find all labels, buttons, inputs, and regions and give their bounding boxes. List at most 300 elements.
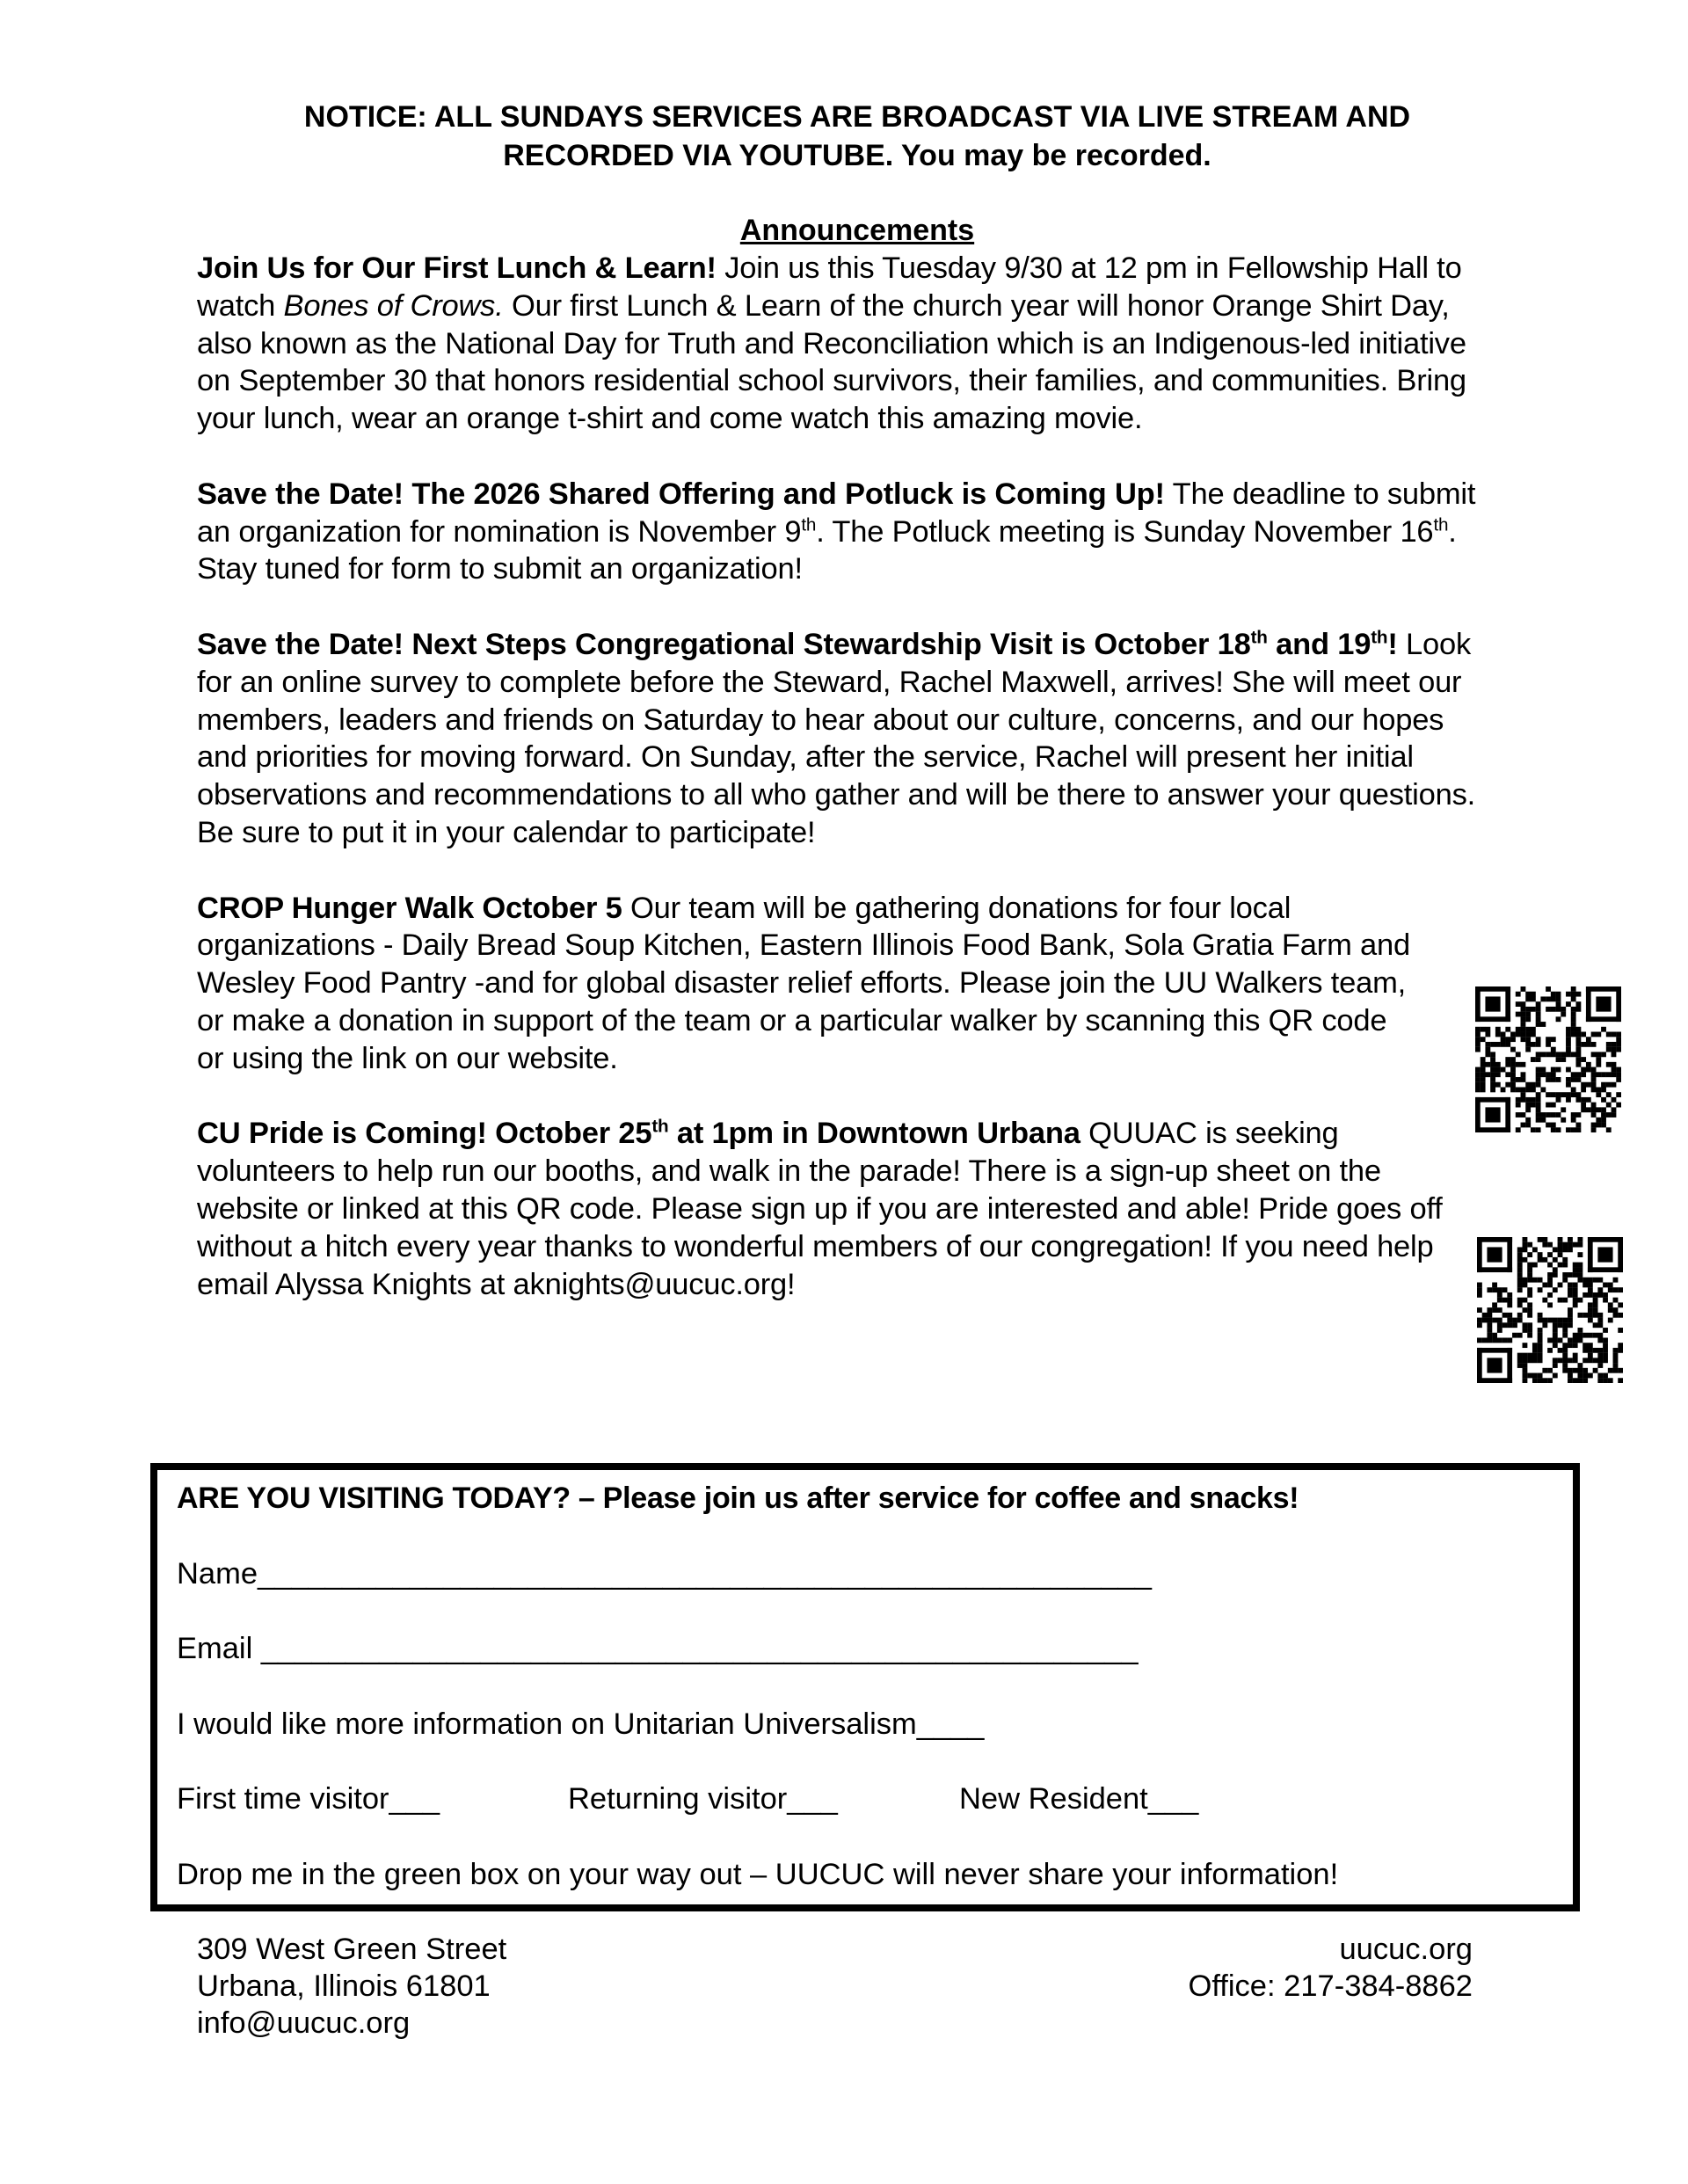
qr-module: [1521, 1072, 1526, 1077]
visitor-type-row: [177, 1781, 1553, 1816]
qr-module: [1510, 1047, 1516, 1052]
qr-module: [1527, 1272, 1532, 1278]
qr-module: [1505, 1072, 1510, 1077]
qr-module: [1601, 1072, 1606, 1077]
qr-module: [1568, 1237, 1573, 1242]
qr-module: [1597, 1358, 1603, 1363]
qr-module: [1547, 1283, 1553, 1288]
qr-module: [1495, 1067, 1501, 1073]
qr-module: [1603, 1337, 1608, 1343]
qr-module: [1531, 1103, 1536, 1108]
announcement-text: Bones of Crows.: [283, 288, 504, 323]
qr-module: [1517, 1318, 1523, 1323]
qr-module: [1612, 1032, 1617, 1037]
qr-module: [1532, 1343, 1538, 1348]
qr-module: [1532, 1278, 1538, 1283]
qr-module: [1536, 1097, 1541, 1103]
qr-module: [1507, 1298, 1512, 1303]
qr-module: [1546, 1042, 1551, 1047]
qr-module: [1517, 1363, 1523, 1368]
qr-module: [1566, 1027, 1571, 1032]
qr-module: [1495, 1062, 1501, 1067]
qr-module: [1531, 1097, 1536, 1103]
qr-module: [1571, 992, 1576, 997]
qr-module: [1477, 1307, 1482, 1313]
qr-module: [1538, 1237, 1543, 1242]
qr-module: [1593, 1302, 1598, 1307]
qr-module: [1591, 1087, 1597, 1092]
qr-module: [1608, 1368, 1613, 1373]
qr-module: [1475, 1016, 1510, 1022]
qr-module: [1551, 1037, 1556, 1042]
qr-module: [1551, 1047, 1556, 1052]
qr-module: [1577, 1237, 1582, 1242]
qr-module: [1553, 1358, 1558, 1363]
qr-module: [1507, 1237, 1512, 1272]
qr-module: [1525, 1107, 1531, 1112]
qr-module: [1561, 1092, 1566, 1097]
announcement-paragraph: [197, 250, 1485, 438]
qr-module: [1485, 1062, 1490, 1067]
qr-module: [1575, 1077, 1581, 1082]
qr-module: [1597, 1353, 1603, 1358]
qr-module: [1542, 1322, 1547, 1328]
qr-module: [1505, 1042, 1510, 1047]
qr-module: [1477, 1378, 1512, 1383]
qr-module: [1523, 1368, 1528, 1373]
qr-module: [1510, 1082, 1516, 1088]
qr-module: [1571, 1112, 1576, 1117]
qr-module: [1525, 1087, 1531, 1092]
footer-phone: Office: 217-384-8862: [1188, 1969, 1473, 2003]
qr-module: [1588, 1343, 1593, 1348]
qr-module: [1487, 1333, 1492, 1338]
qr-module: [1606, 1032, 1612, 1037]
qr-module: [1492, 1318, 1497, 1323]
qr-module: [1588, 1287, 1593, 1292]
qr-module: [1475, 1032, 1481, 1037]
qr-module: [1618, 1237, 1623, 1272]
qr-module: [1556, 1092, 1561, 1097]
qr-module: [1516, 1112, 1521, 1117]
qr-module: [1477, 1292, 1482, 1298]
qr-module: [1497, 1307, 1502, 1313]
qr-module: [1601, 1107, 1606, 1112]
qr-module: [1568, 1292, 1573, 1298]
qr-module: [1538, 1252, 1543, 1257]
qr-module: [1612, 1067, 1617, 1073]
qr-module: [1593, 1333, 1598, 1338]
qr-module: [1536, 1022, 1541, 1027]
qr-module: [1527, 1373, 1532, 1379]
qr-module: [1542, 1237, 1547, 1242]
announcement-text: th: [1433, 514, 1449, 535]
qr-module: [1562, 1257, 1568, 1263]
qr-module: [1553, 1267, 1558, 1272]
qr-module: [1566, 1097, 1571, 1103]
qr-module: [1613, 1313, 1619, 1318]
qr-module: [1497, 1337, 1502, 1343]
qr-module: [1568, 1247, 1573, 1252]
qr-module: [1502, 1337, 1508, 1343]
qr-module: [1521, 1001, 1526, 1007]
qr-module: [1516, 1062, 1521, 1067]
qr-module: [1531, 992, 1536, 997]
qr-module: [1497, 1318, 1502, 1323]
qr-module: [1521, 1092, 1526, 1097]
qr-module: [1475, 1087, 1481, 1092]
qr-module: [1538, 1287, 1543, 1292]
qr-module: [1521, 1097, 1526, 1103]
notice-line-1: NOTICE: ALL SUNDAYS SERVICES ARE BROADCAST VIA LIVE STREAM AND: [303, 100, 1411, 134]
footer-website[interactable]: uucuc.org: [1339, 1932, 1473, 1966]
qr-module: [1603, 1378, 1608, 1383]
qr-module: [1531, 996, 1536, 1001]
qr-module: [1527, 1322, 1532, 1328]
qr-module: [1608, 1318, 1613, 1323]
qr-module: [1501, 1037, 1506, 1042]
qr-module: [1538, 1348, 1543, 1353]
qr-module: [1597, 1278, 1603, 1283]
qr-module: [1596, 1032, 1601, 1037]
qr-module: [1536, 1012, 1541, 1017]
qr-module: [1517, 1287, 1523, 1292]
qr-module: [1581, 1057, 1586, 1062]
qr-module: [1558, 1283, 1563, 1288]
qr-code-icon: [1475, 986, 1621, 1132]
qr-module: [1593, 1358, 1598, 1363]
qr-module: [1495, 1072, 1501, 1077]
announcement-text: th: [651, 1116, 669, 1137]
qr-module: [1521, 1012, 1526, 1017]
announcement-text: Look for an online survey to complete before the Steward, Rachel Maxwell, arrives! She will meet our members, leaders and friends on Saturday to hear about our culture, concerns, and our hopes and priorities for moving forward. On Sunday, after the service, Rachel will present her initial observations and recommendations to all who gather and will be there to answer your questions. Be sure to put it in your calendar to participate!: [197, 627, 1476, 849]
qr-module: [1571, 1127, 1576, 1132]
qr-module: [1613, 1358, 1619, 1363]
qr-module: [1597, 1247, 1612, 1262]
qr-module: [1525, 1103, 1531, 1108]
qr-module: [1517, 1267, 1523, 1272]
qr-module: [1588, 1307, 1593, 1313]
qr-module: [1546, 1123, 1551, 1128]
announcement-text: QUUAC is seeking volunteers to help run our booths, and walk in the parade! There is a sign-up sheet on the website or linked at this QR code. Please sign up if you are interested and able! Pride goes off without a hitch every year thanks to wonderful members of our congregation! If you need help email Alyssa Knights at aknights@uucuc.org!: [197, 1117, 1443, 1301]
name-field[interactable]: Name_____________________________________________________: [177, 1556, 1152, 1591]
qr-module: [1573, 1263, 1578, 1268]
qr-module: [1536, 1001, 1541, 1007]
qr-module: [1538, 1373, 1543, 1379]
qr-module: [1568, 1368, 1573, 1373]
qr-module: [1551, 1103, 1556, 1108]
qr-module: [1582, 1368, 1588, 1373]
qr-module: [1581, 1042, 1586, 1047]
qr-module: [1523, 1278, 1528, 1283]
qr-module: [1562, 1322, 1568, 1328]
qr-module: [1568, 1272, 1573, 1278]
qr-module: [1573, 1272, 1578, 1278]
qr-module: [1546, 1007, 1551, 1012]
qr-module: [1507, 1348, 1512, 1383]
qr-module: [1575, 1052, 1581, 1057]
qr-module: [1512, 1322, 1517, 1328]
qr-module: [1482, 1313, 1488, 1318]
qr-module: [1525, 1082, 1531, 1088]
qr-module: [1597, 1318, 1603, 1323]
qr-module: [1516, 1127, 1521, 1132]
qr-module: [1505, 1097, 1510, 1132]
qr-module: [1597, 1292, 1603, 1298]
qr-module: [1477, 1237, 1512, 1242]
qr-module: [1556, 1077, 1561, 1082]
qr-module: [1575, 1062, 1581, 1067]
qr-module: [1601, 1123, 1606, 1128]
qr-module: [1521, 1062, 1526, 1067]
qr-module: [1618, 1313, 1623, 1318]
qr-module: [1523, 1328, 1528, 1333]
qr-module: [1525, 1016, 1531, 1022]
qr-module: [1517, 1302, 1523, 1307]
qr-module: [1571, 1092, 1576, 1097]
qr-module: [1517, 1313, 1523, 1318]
qr-module: [1562, 1263, 1568, 1268]
qr-module: [1558, 1237, 1563, 1242]
qr-module: [1501, 1087, 1506, 1092]
qr-module: [1601, 1082, 1606, 1088]
qr-module: [1573, 1292, 1578, 1298]
qr-module: [1521, 1087, 1526, 1092]
qr-module: [1542, 1242, 1547, 1248]
qr-module: [1593, 1278, 1598, 1283]
qr-module: [1566, 1037, 1571, 1042]
qr-module: [1603, 1283, 1608, 1288]
qr-module: [1593, 1348, 1598, 1353]
qr-module: [1525, 1047, 1531, 1052]
qr-module: [1517, 1247, 1523, 1252]
qr-module: [1575, 1001, 1581, 1007]
qr-module: [1556, 1007, 1561, 1012]
qr-module: [1573, 1353, 1578, 1358]
qr-module: [1481, 1072, 1486, 1077]
qr-module: [1575, 1123, 1581, 1128]
qr-module: [1556, 1052, 1561, 1057]
qr-module: [1507, 1313, 1512, 1318]
qr-module: [1497, 1322, 1502, 1328]
qr-module: [1556, 1001, 1561, 1007]
announcement-text: th: [1250, 627, 1268, 648]
qr-module: [1532, 1353, 1538, 1358]
qr-module: [1591, 1042, 1597, 1047]
qr-module: [1536, 1117, 1541, 1123]
qr-module: [1606, 1062, 1612, 1067]
qr-module: [1568, 1313, 1573, 1318]
qr-module: [1612, 1047, 1617, 1052]
qr-module: [1477, 1348, 1512, 1353]
qr-module: [1558, 1298, 1563, 1303]
qr-module: [1575, 1097, 1581, 1103]
qr-module: [1593, 1322, 1598, 1328]
qr-module: [1482, 1337, 1488, 1343]
qr-module: [1582, 1313, 1588, 1318]
qr-module: [1525, 1123, 1531, 1128]
notice-line-2: RECORDED VIA YOUTUBE. You may be recorded.: [503, 139, 1211, 172]
qr-module: [1510, 1062, 1516, 1067]
qr-module: [1542, 1318, 1547, 1323]
qr-module: [1566, 1077, 1571, 1082]
qr-module: [1616, 1072, 1621, 1077]
qr-module: [1613, 1287, 1619, 1292]
qr-module: [1562, 1363, 1568, 1368]
qr-module: [1573, 1358, 1578, 1363]
qr-module: [1536, 1103, 1541, 1108]
qr-module: [1481, 1082, 1486, 1088]
qr-module: [1575, 1112, 1581, 1117]
qr-module: [1523, 1307, 1528, 1313]
qr-module: [1618, 1378, 1623, 1383]
qr-module: [1481, 1087, 1486, 1092]
qr-module: [1525, 1007, 1531, 1012]
qr-module: [1477, 1337, 1482, 1343]
qr-module: [1568, 1242, 1573, 1248]
qr-module: [1502, 1322, 1508, 1328]
qr-module: [1495, 1042, 1501, 1047]
qr-module: [1487, 1307, 1492, 1313]
qr-module: [1553, 1363, 1558, 1368]
qr-module: [1481, 1077, 1486, 1082]
qr-module: [1597, 1348, 1603, 1353]
qr-module: [1542, 1378, 1547, 1383]
qr-module: [1618, 1287, 1623, 1292]
returning-visitor-checkbox[interactable]: Returning visitor___: [568, 1782, 838, 1816]
qr-module: [1510, 1037, 1516, 1042]
qr-module: [1542, 1298, 1547, 1303]
qr-module: [1485, 1032, 1490, 1037]
qr-module: [1517, 1278, 1523, 1283]
qr-module: [1588, 1283, 1593, 1288]
qr-module: [1523, 1298, 1528, 1303]
qr-module: [1510, 1072, 1516, 1077]
qr-module: [1490, 1087, 1495, 1092]
qr-module: [1536, 1077, 1541, 1082]
qr-module: [1566, 1032, 1571, 1037]
qr-module: [1581, 1067, 1586, 1073]
first-time-visitor-checkbox[interactable]: First time visitor___: [177, 1782, 440, 1816]
qr-module: [1477, 1267, 1512, 1272]
qr-module: [1553, 1337, 1558, 1343]
qr-module: [1596, 1107, 1601, 1112]
qr-module: [1577, 1368, 1582, 1373]
qr-module: [1575, 1092, 1581, 1097]
qr-module: [1601, 1112, 1606, 1117]
qr-module: [1531, 1082, 1536, 1088]
qr-module: [1477, 1287, 1482, 1292]
more-info-checkbox[interactable]: I would like more information on Unitarian Universalism____: [177, 1707, 985, 1741]
qr-module: [1597, 1373, 1603, 1379]
qr-module: [1525, 996, 1531, 1001]
new-resident-checkbox[interactable]: New Resident___: [959, 1782, 1199, 1816]
qr-module: [1616, 1047, 1621, 1052]
qr-module: [1616, 1037, 1621, 1042]
email-field[interactable]: Email ____________________________________________________: [177, 1632, 1139, 1666]
qr-module: [1501, 1067, 1506, 1073]
qr-module: [1532, 1348, 1538, 1353]
qr-module: [1591, 1032, 1597, 1037]
qr-module: [1608, 1287, 1613, 1292]
qr-module: [1596, 1052, 1601, 1057]
qr-module: [1582, 1292, 1588, 1298]
qr-module: [1510, 1032, 1516, 1037]
qr-module: [1568, 1283, 1573, 1288]
qr-module: [1482, 1318, 1488, 1323]
qr-module: [1601, 1052, 1606, 1057]
qr-module: [1517, 1353, 1523, 1358]
qr-module: [1558, 1318, 1563, 1323]
qr-module: [1542, 1368, 1547, 1373]
qr-module: [1582, 1343, 1588, 1348]
announcement-headline: and 19: [1267, 627, 1372, 661]
qr-module: [1525, 1032, 1531, 1037]
qr-module: [1547, 1252, 1553, 1257]
qr-module: [1490, 1052, 1495, 1057]
qr-module: [1561, 1057, 1566, 1062]
qr-module: [1490, 1082, 1495, 1088]
qr-module: [1523, 1378, 1528, 1383]
qr-module: [1538, 1313, 1543, 1318]
qr-module: [1606, 1082, 1612, 1088]
qr-module: [1497, 1292, 1502, 1298]
qr-module: [1475, 1077, 1481, 1082]
qr-module: [1532, 1378, 1538, 1383]
qr-module: [1547, 1263, 1553, 1268]
qr-module: [1536, 1037, 1541, 1042]
qr-module: [1593, 1313, 1598, 1318]
qr-module: [1596, 1123, 1601, 1128]
qr-module: [1577, 1298, 1582, 1303]
qr-module: [1553, 1287, 1558, 1292]
footer-email[interactable]: info@uucuc.org: [197, 2006, 411, 2040]
qr-module: [1553, 1328, 1558, 1333]
qr-module: [1553, 1318, 1558, 1323]
page-body: [0, 250, 1688, 2042]
qr-module: [1532, 1263, 1538, 1268]
qr-module: [1597, 1337, 1603, 1343]
qr-module: [1521, 1112, 1526, 1117]
qr-module: [1527, 1267, 1532, 1272]
qr-module: [1558, 1247, 1563, 1252]
qr-module: [1586, 986, 1621, 992]
qr-module: [1577, 1313, 1582, 1318]
qr-module: [1577, 1378, 1582, 1383]
qr-module: [1571, 986, 1576, 992]
qr-module: [1546, 1037, 1551, 1042]
qr-module: [1547, 1272, 1553, 1278]
qr-module: [1481, 1057, 1486, 1062]
qr-module: [1551, 1123, 1556, 1128]
qr-module: [1575, 1007, 1581, 1012]
qr-module: [1575, 1047, 1581, 1052]
qr-module: [1540, 1072, 1546, 1077]
qr-module: [1577, 1363, 1582, 1368]
qr-module: [1551, 1007, 1556, 1012]
qr-module: [1538, 1328, 1543, 1333]
qr-module: [1485, 1052, 1490, 1057]
qr-module: [1487, 1287, 1492, 1292]
qr-module: [1527, 1313, 1532, 1318]
qr-module: [1481, 1027, 1486, 1032]
qr-module: [1558, 1263, 1563, 1268]
qr-module: [1556, 1016, 1561, 1022]
qr-module: [1618, 1348, 1623, 1353]
qr-module: [1516, 1012, 1521, 1017]
qr-module: [1603, 1343, 1608, 1348]
qr-module: [1527, 1302, 1532, 1307]
